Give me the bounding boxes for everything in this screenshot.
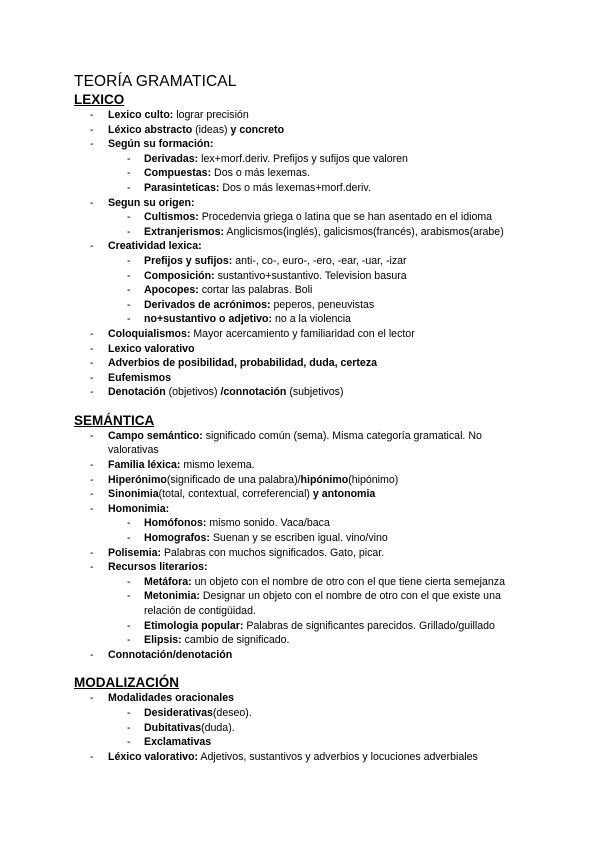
bold-text: Hiperónimo [108,473,167,486]
bold-text: no+sustantivo o adjetivo: [144,313,273,326]
bold-text: Sinonimia [108,488,159,501]
bullet-dash: - [90,502,94,515]
bullet-dash: - [127,152,131,165]
bold-text: Campo semántico: [108,429,203,442]
list-item [74,633,534,648]
text-run: anti-, co-, euro-, -ero, -ear, -uar, -izar [232,254,407,267]
bullet-dash: - [90,123,94,136]
list-item [74,166,534,181]
bold-text: Coloquialismos: [108,327,191,340]
list-item [74,531,534,546]
text-run: Mayor acercamiento y familiaridad con el lector [190,327,415,340]
bold-text: Creatividad lexica: [108,240,202,253]
list-item [74,196,534,211]
list-item [74,283,534,298]
bold-text: Eufemismos [108,371,171,384]
text-run: (deseo). [212,706,252,719]
document-body [74,72,534,764]
bold-text: Segun su origen: [108,196,195,209]
bold-text: Según su formación: [108,138,214,151]
list-item [74,327,534,342]
list-item [74,181,534,196]
section-gap [74,400,534,412]
list-item [74,516,534,531]
list-item [74,750,534,765]
text-run: valorativas [108,444,159,457]
bullet-dash: - [90,459,94,472]
section-gap [74,662,534,674]
list-item [74,225,534,240]
text-run: sustantivo+sustantivo. Television basura [214,269,407,282]
bold-text: Parasinteticas: [144,181,220,194]
section-heading: LEXICO [74,92,125,107]
bullet-dash: - [90,692,94,705]
list-item [74,312,534,327]
bold-text: Etimologia popular: [144,619,244,632]
bold-text: Léxico valorativo: [108,750,199,763]
bold-text: Lexico culto: [108,109,174,121]
list-item [74,502,534,517]
list-item [74,575,534,590]
text-run: relación de contigüidad. [144,605,256,617]
list-item [74,487,534,502]
list-item [74,385,534,400]
list-item [74,239,534,254]
bold-text: Denotación [108,386,166,399]
sections-container [74,91,534,764]
bullet-dash: - [127,532,131,545]
bullet-dash: - [90,371,94,384]
list-item [74,298,534,313]
list-item [74,604,534,619]
text-run: cortar las palabras. Boli [198,284,313,297]
text-run: Procedenvia griega o latina que se han asentado en el idioma [198,211,493,224]
bold-text: hipónimo [300,473,349,486]
bullet-dash: - [127,575,131,588]
bold-text: Dubitativas [144,721,202,734]
text-run: peperos, peneuvistas [270,298,375,311]
text-run: Dos o más lexemas. [211,167,311,180]
bullet-dash: - [127,736,131,749]
text-run: no a la violencia [272,313,351,326]
bullet-dash: - [127,211,131,224]
section-heading: SEMÁNTICA [74,412,155,428]
bold-text: Apocopes: [144,284,199,297]
bullet-dash: - [90,138,94,151]
text-run: (hipónimo) [348,473,399,486]
bold-text: Adverbios de posibilidad, probabilidad, duda, certeza [108,357,378,370]
bold-text: Homófonos: [144,517,207,530]
bold-text: Connotación/denotación [108,648,233,661]
bullet-dash: - [90,357,94,370]
bold-text: Composición: [144,269,215,282]
list-item [74,371,534,386]
list-item [74,458,534,473]
bold-text: Recursos literarios: [108,561,208,574]
text-run: lex+morf.deriv. Prefijos y sufijos que valoren [198,152,408,165]
bullet-dash: - [90,429,94,442]
bullet-dash: - [90,342,94,355]
text-run: significado común (sema). Misma categoría gramatical. No [202,429,482,442]
bold-text: y antonomia [312,488,376,501]
bullet-dash: - [127,269,131,282]
bullet-dash: - [127,590,131,603]
bullet-dash: - [90,196,94,209]
bold-text: Desiderativas [144,706,213,719]
bold-text: y concreto [230,123,285,136]
text-run: (duda). [201,721,235,734]
bold-text: Exclamativas [144,736,212,749]
bold-text: Homografos: [144,532,210,545]
bold-text: Derivadas: [144,152,199,165]
list-item [74,210,534,225]
text-run: mismo lexema. [180,459,255,472]
text-run: (ideas) [192,123,231,136]
bullet-dash: - [127,167,131,180]
bullet-dash: - [127,225,131,238]
bold-text: Cultismos: [144,211,199,224]
bullet-dash: - [127,313,131,326]
text-run: Designar un objeto con el nombre de otro con el que existe una [199,590,501,603]
text-run: (total, contextual, correferencial) [158,488,313,501]
list-item [74,589,534,604]
list-item [74,356,534,371]
text-run: Palabras de significantes parecidos. Grillado/guillado [243,619,495,632]
bullet-dash: - [127,619,131,632]
list-item [74,123,534,138]
bold-text: Léxico abstracto [108,123,193,136]
bullet-dash: - [90,109,94,121]
list-item [74,152,534,167]
bold-text: Compuestas: [144,167,212,180]
list-item [74,443,534,458]
bullet-dash: - [127,298,131,311]
bullet-dash: - [90,546,94,559]
list-item [74,429,534,444]
text-run: Palabras con muchos significados. Gato, picar. [161,546,385,559]
bullet-dash: - [90,240,94,253]
bullet-dash: - [127,181,131,194]
bullet-dash: - [127,284,131,297]
text-run: lograr precisión [173,109,249,121]
bullet-dash: - [90,648,94,661]
bullet-dash: - [90,561,94,574]
text-run: cambio de significado. [181,634,290,647]
bullet-dash: - [90,473,94,486]
bold-text: Familia léxica: [108,459,181,472]
page-title: TEORÍA GRAMATICAL [74,73,237,90]
list-item [74,691,534,706]
bold-text: /connotación [220,386,287,399]
list-item [74,137,534,152]
list-item [74,706,534,721]
text-run: Adjetivos, sustantivos y adverbios y locuciones adverbiales [198,750,478,763]
bold-text: Prefijos y sufijos: [144,254,233,267]
bold-text: Elipsis: [144,634,182,647]
text-run: Suenan y se escriben igual. vino/vino [209,532,388,545]
bullet-dash: - [90,750,94,763]
list-item [74,473,534,488]
text-run: Dos o más lexemas+morf.deriv. [219,181,371,194]
list-item [74,108,534,123]
bold-text: Lexico valorativo [108,342,195,355]
list-item [74,721,534,736]
bullet-dash: - [90,488,94,501]
text-run: mismo sonido. Vaca/baca [206,517,330,530]
bold-text: Derivados de acrónimos: [144,298,271,311]
bullet-dash: - [127,254,131,267]
bold-text: Metáfora: [144,575,192,588]
bullet-dash: - [90,327,94,340]
bullet-dash: - [127,634,131,647]
bold-text: Homonimia: [108,502,170,515]
bullet-dash: - [90,386,94,399]
list-item [74,254,534,269]
bold-text: Polisemia: [108,546,161,559]
bullet-dash: - [127,721,131,734]
text-run: (significado de una palabra)/ [166,473,301,486]
bold-text: Modalidades oracionales [108,692,234,705]
text-run: (subjetivos) [286,386,344,399]
bold-text: Extranjerismos: [144,225,225,238]
bold-text: Metonimia: [144,590,200,603]
text-run: (objetivos) [165,386,221,399]
list-item [74,648,534,663]
list-item [74,735,534,750]
text-run: Anglicismos(inglés), galicismos(francés), arabismos(arabe) [224,225,504,238]
list-item [74,619,534,634]
list-item [74,546,534,561]
list-item [74,560,534,575]
bullet-dash: - [127,517,131,530]
list-item [74,342,534,357]
section-heading: MODALIZACIÓN [74,675,179,691]
bullet-dash: - [127,706,131,719]
text-run: un objeto con el nombre de otro con el que tiene cierta semejanza [191,575,505,588]
list-item [74,269,534,284]
